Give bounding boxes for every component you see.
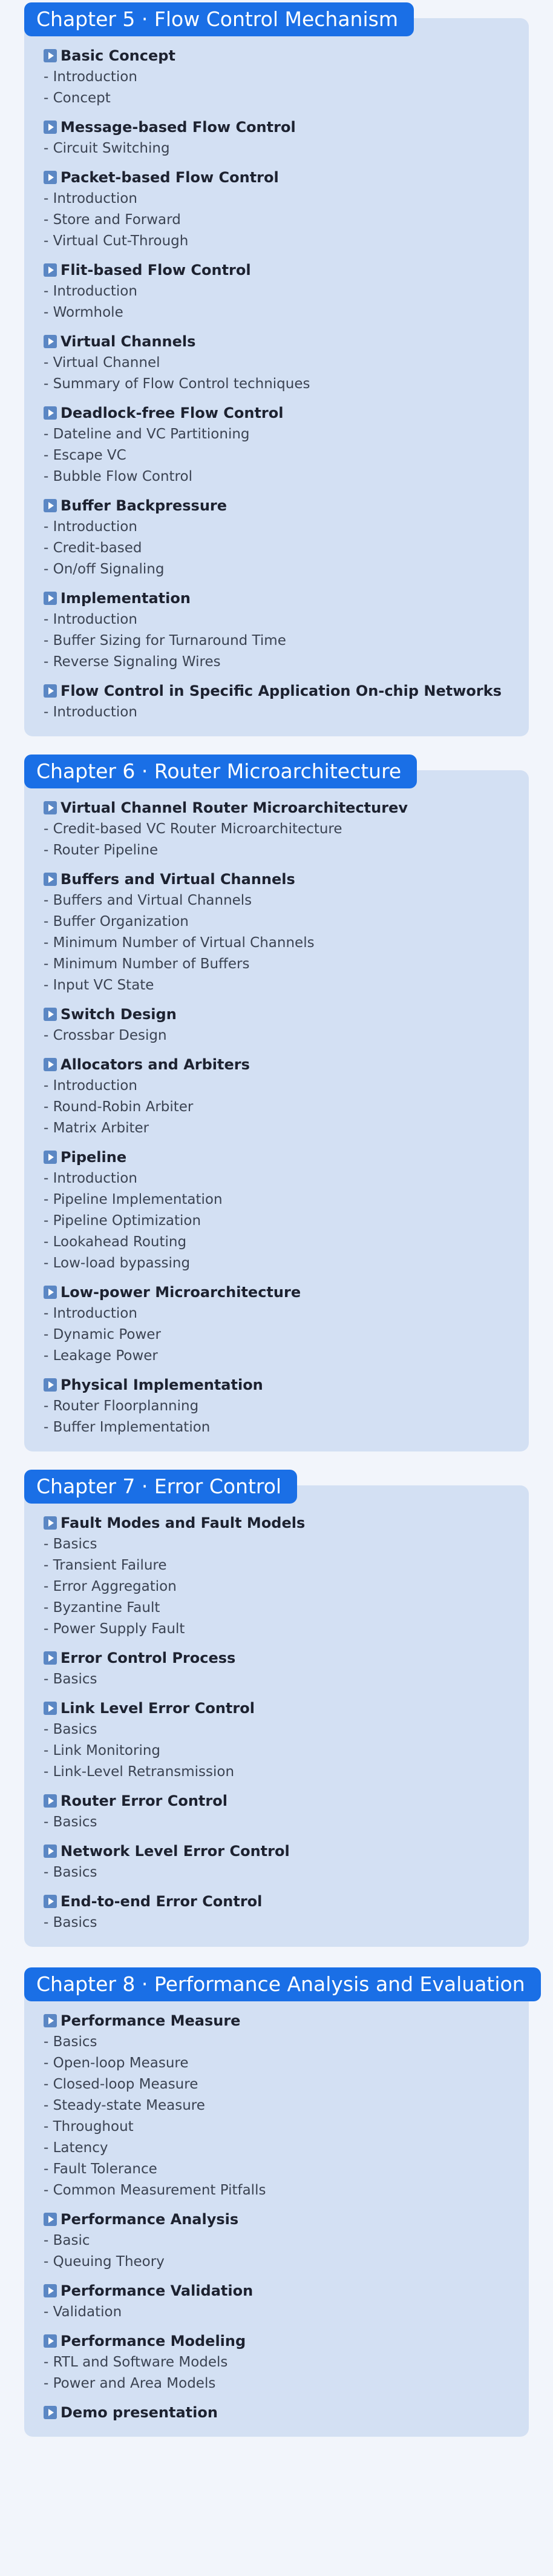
section-title-label: Link Level Error Control: [61, 1700, 255, 1717]
list-item: - Input VC State: [44, 977, 154, 993]
section-title-label: Deadlock-free Flow Control: [61, 405, 284, 421]
list-item: - Power and Area Models: [44, 2376, 216, 2391]
chapter-title: Chapter 5 · Flow Control Mechanism: [24, 2, 414, 36]
play-icon: [44, 49, 57, 62]
list-item: - Matrix Arbiter: [44, 1120, 149, 1136]
section-title-label: Buffers and Virtual Channels: [61, 871, 295, 888]
section-title-label: Basic Concept: [61, 47, 175, 64]
list-item: - Escape VC: [44, 447, 126, 463]
list-item: - Transient Failure: [44, 1557, 167, 1573]
list-item: - Basics: [44, 1915, 97, 1930]
list-item: - RTL and Software Models: [44, 2354, 228, 2370]
section: [44, 1374, 515, 1438]
list-item: - Minimum Number of Virtual Channels: [44, 935, 315, 951]
play-icon: [44, 684, 57, 698]
section-title-label: Fault Modes and Fault Models: [61, 1514, 306, 1531]
list-item: - Basics: [44, 1814, 97, 1830]
list-item: - Low-load bypassing: [44, 1255, 191, 1271]
list-item: - Buffer Sizing for Turnaround Time: [44, 633, 286, 649]
list-item: - Introduction: [44, 69, 137, 85]
section: [44, 868, 515, 996]
chapter-panel: [24, 770, 529, 1451]
list-item: - Router Floorplanning: [44, 1398, 199, 1414]
list-item: - Steady-state Measure: [44, 2098, 205, 2113]
list-item: - Basics: [44, 1722, 97, 1737]
section-title: [44, 45, 515, 67]
list-item: - Link-Level Retransmission: [44, 1764, 235, 1780]
play-icon: [44, 873, 57, 886]
list-item: - Virtual Channel: [44, 355, 160, 371]
play-icon: [44, 1702, 57, 1715]
chapter-6: [24, 755, 529, 1451]
list-item: - Common Measurement Pitfalls: [44, 2182, 266, 2198]
section: [44, 1146, 515, 1274]
play-icon: [44, 1895, 57, 1908]
list-item: - Wormhole: [44, 305, 123, 320]
section-title: [44, 116, 515, 138]
section: [44, 2330, 515, 2394]
play-icon: [44, 1794, 57, 1808]
section-title-label: Message-based Flow Control: [61, 119, 296, 136]
section-title: [44, 680, 515, 702]
list-item: - Lookahead Routing: [44, 1234, 187, 1250]
section-title-label: Low-power Microarchitecture: [61, 1284, 301, 1301]
list-item: - Introduction: [44, 1306, 137, 1321]
section-title: [44, 495, 515, 517]
section: [44, 1054, 515, 1139]
list-item: - Bubble Flow Control: [44, 469, 192, 484]
section-title: [44, 402, 515, 424]
section-title-label: Performance Validation: [61, 2282, 254, 2299]
section-title-label: Allocators and Arbiters: [61, 1056, 250, 1073]
section-title: [44, 1374, 515, 1396]
section-title-label: Performance Modeling: [61, 2333, 246, 2350]
section: [44, 495, 515, 580]
section-title: [44, 1840, 515, 1862]
play-icon: [44, 1651, 57, 1665]
list-item: - Dateline and VC Partitioning: [44, 426, 250, 442]
section-title: [44, 2010, 515, 2032]
list-item: - Queuing Theory: [44, 2254, 165, 2270]
section-title-label: Error Control Process: [61, 1650, 236, 1666]
section-title: [44, 2280, 515, 2302]
list-item: - Basic: [44, 2233, 90, 2248]
play-icon: [44, 2334, 57, 2348]
chapter-panel: [24, 1983, 529, 2437]
section-title: [44, 1647, 515, 1669]
section-title: [44, 331, 515, 352]
list-item: - Buffer Implementation: [44, 1419, 211, 1435]
section-title-label: Pipeline: [61, 1149, 127, 1166]
play-icon: [44, 499, 57, 512]
section-title-label: Virtual Channel Router Microarchitecturev: [61, 799, 408, 816]
play-icon: [44, 1286, 57, 1299]
section-title-label: Flit-based Flow Control: [61, 262, 251, 279]
list-item: - Validation: [44, 2304, 122, 2320]
list-item: - Introduction: [44, 612, 137, 627]
list-item: - Basics: [44, 1671, 97, 1687]
play-icon: [44, 1008, 57, 1021]
chapter-title: Chapter 8 · Performance Analysis and Evaluation: [24, 1967, 541, 2001]
section: [44, 45, 515, 109]
section-title-label: Buffer Backpressure: [61, 497, 227, 514]
list-item: - Crossbar Design: [44, 1028, 167, 1043]
list-item: - Introduction: [44, 1171, 137, 1186]
chapter-7: [24, 1470, 529, 1947]
list-item: - Introduction: [44, 191, 137, 206]
section: [44, 259, 515, 323]
section: [44, 797, 515, 861]
list-item: - Basics: [44, 1536, 97, 1552]
list-item: - Minimum Number of Buffers: [44, 956, 250, 972]
play-icon: [44, 2284, 57, 2297]
section-title-label: Packet-based Flow Control: [61, 169, 279, 186]
section-title: [44, 259, 515, 281]
section: [44, 2010, 515, 2201]
list-item: - Round-Robin Arbiter: [44, 1099, 194, 1115]
section-title-label: Physical Implementation: [61, 1376, 263, 1393]
section-title-label: Performance Analysis: [61, 2211, 239, 2228]
list-item: - Byzantine Fault: [44, 1600, 160, 1616]
list-item: - Reverse Signaling Wires: [44, 654, 221, 670]
section-title: [44, 167, 515, 188]
section-title: [44, 868, 515, 890]
list-item: - On/off Signaling: [44, 561, 165, 577]
list-item: - Error Aggregation: [44, 1579, 177, 1594]
section: [44, 2402, 515, 2423]
list-item: - Fault Tolerance: [44, 2161, 157, 2177]
list-item: - Summary of Flow Control techniques: [44, 376, 310, 392]
list-item: - Concept: [44, 90, 111, 106]
list-item: - Pipeline Implementation: [44, 1192, 223, 1207]
section: [44, 402, 515, 487]
section: [44, 587, 515, 673]
play-icon: [44, 406, 57, 420]
chapter-5: [24, 2, 529, 736]
section-title: [44, 2402, 515, 2423]
section: [44, 1697, 515, 1783]
list-item: - Introduction: [44, 283, 137, 299]
play-icon: [44, 801, 57, 814]
chapter-panel: [24, 1485, 529, 1947]
play-icon: [44, 2213, 57, 2226]
list-item: - Throughout: [44, 2119, 134, 2135]
section-title: [44, 1054, 515, 1075]
section-title-label: Flow Control in Specific Application On-chip Networks: [61, 682, 502, 699]
section-title-label: Demo presentation: [61, 2404, 218, 2421]
chapter-title: Chapter 6 · Router Microarchitecture: [24, 755, 417, 788]
section: [44, 1647, 515, 1690]
section: [44, 167, 515, 252]
section-title: [44, 2208, 515, 2230]
section: [44, 1891, 515, 1934]
section-title-label: Performance Measure: [61, 2012, 241, 2029]
list-item: - Power Supply Fault: [44, 1621, 185, 1637]
section-title-label: End-to-end Error Control: [61, 1893, 263, 1910]
section-title: [44, 587, 515, 609]
play-icon: [44, 2406, 57, 2419]
section: [44, 2280, 515, 2323]
list-item: - Closed-loop Measure: [44, 2076, 198, 2092]
list-item: - Circuit Switching: [44, 140, 170, 156]
list-item: - Basics: [44, 1864, 97, 1880]
chapter-title: Chapter 7 · Error Control: [24, 1470, 297, 1504]
section: [44, 1281, 515, 1367]
section-title: [44, 1891, 515, 1912]
list-item: - Credit-based: [44, 540, 142, 556]
play-icon: [44, 1844, 57, 1858]
section-title: [44, 1697, 515, 1719]
list-item: - Dynamic Power: [44, 1327, 161, 1342]
section-title: [44, 1003, 515, 1025]
play-icon: [44, 171, 57, 184]
play-icon: [44, 1058, 57, 1071]
section: [44, 331, 515, 395]
list-item: - Credit-based VC Router Microarchitecture: [44, 821, 342, 837]
section-title-label: Implementation: [61, 590, 191, 607]
list-item: - Store and Forward: [44, 212, 181, 228]
section-title-label: Network Level Error Control: [61, 1843, 290, 1860]
play-icon: [44, 263, 57, 277]
section: [44, 1790, 515, 1833]
chapter-8: [24, 1967, 529, 2437]
list-item: - Latency: [44, 2140, 108, 2156]
list-item: - Open-loop Measure: [44, 2055, 189, 2071]
section: [44, 680, 515, 723]
section-title: [44, 797, 515, 819]
list-item: - Introduction: [44, 519, 137, 535]
play-icon: [44, 335, 57, 348]
section: [44, 116, 515, 159]
list-item: - Link Monitoring: [44, 1743, 161, 1759]
section: [44, 2208, 515, 2273]
chapter-panel: [24, 18, 529, 736]
section: [44, 1512, 515, 1640]
section-title: [44, 1146, 515, 1168]
play-icon: [44, 1516, 57, 1530]
play-icon: [44, 121, 57, 134]
section-title: [44, 1790, 515, 1812]
section-title: [44, 1512, 515, 1534]
play-icon: [44, 592, 57, 605]
section-title-label: Virtual Channels: [61, 333, 196, 350]
list-item: - Virtual Cut-Through: [44, 233, 189, 249]
list-item: - Introduction: [44, 1078, 137, 1094]
list-item: - Buffers and Virtual Channels: [44, 893, 252, 908]
section-title: [44, 1281, 515, 1303]
list-item: - Buffer Organization: [44, 914, 189, 930]
section-title: [44, 2330, 515, 2352]
list-item: - Leakage Power: [44, 1348, 158, 1364]
list-item: - Introduction: [44, 704, 137, 720]
list-item: - Pipeline Optimization: [44, 1213, 201, 1229]
list-item: - Basics: [44, 2034, 97, 2050]
section-title-label: Switch Design: [61, 1006, 177, 1023]
play-icon: [44, 1151, 57, 1164]
section: [44, 1840, 515, 1883]
section-title-label: Router Error Control: [61, 1792, 227, 1809]
play-icon: [44, 1378, 57, 1392]
list-item: - Router Pipeline: [44, 842, 159, 858]
section: [44, 1003, 515, 1046]
play-icon: [44, 2014, 57, 2027]
